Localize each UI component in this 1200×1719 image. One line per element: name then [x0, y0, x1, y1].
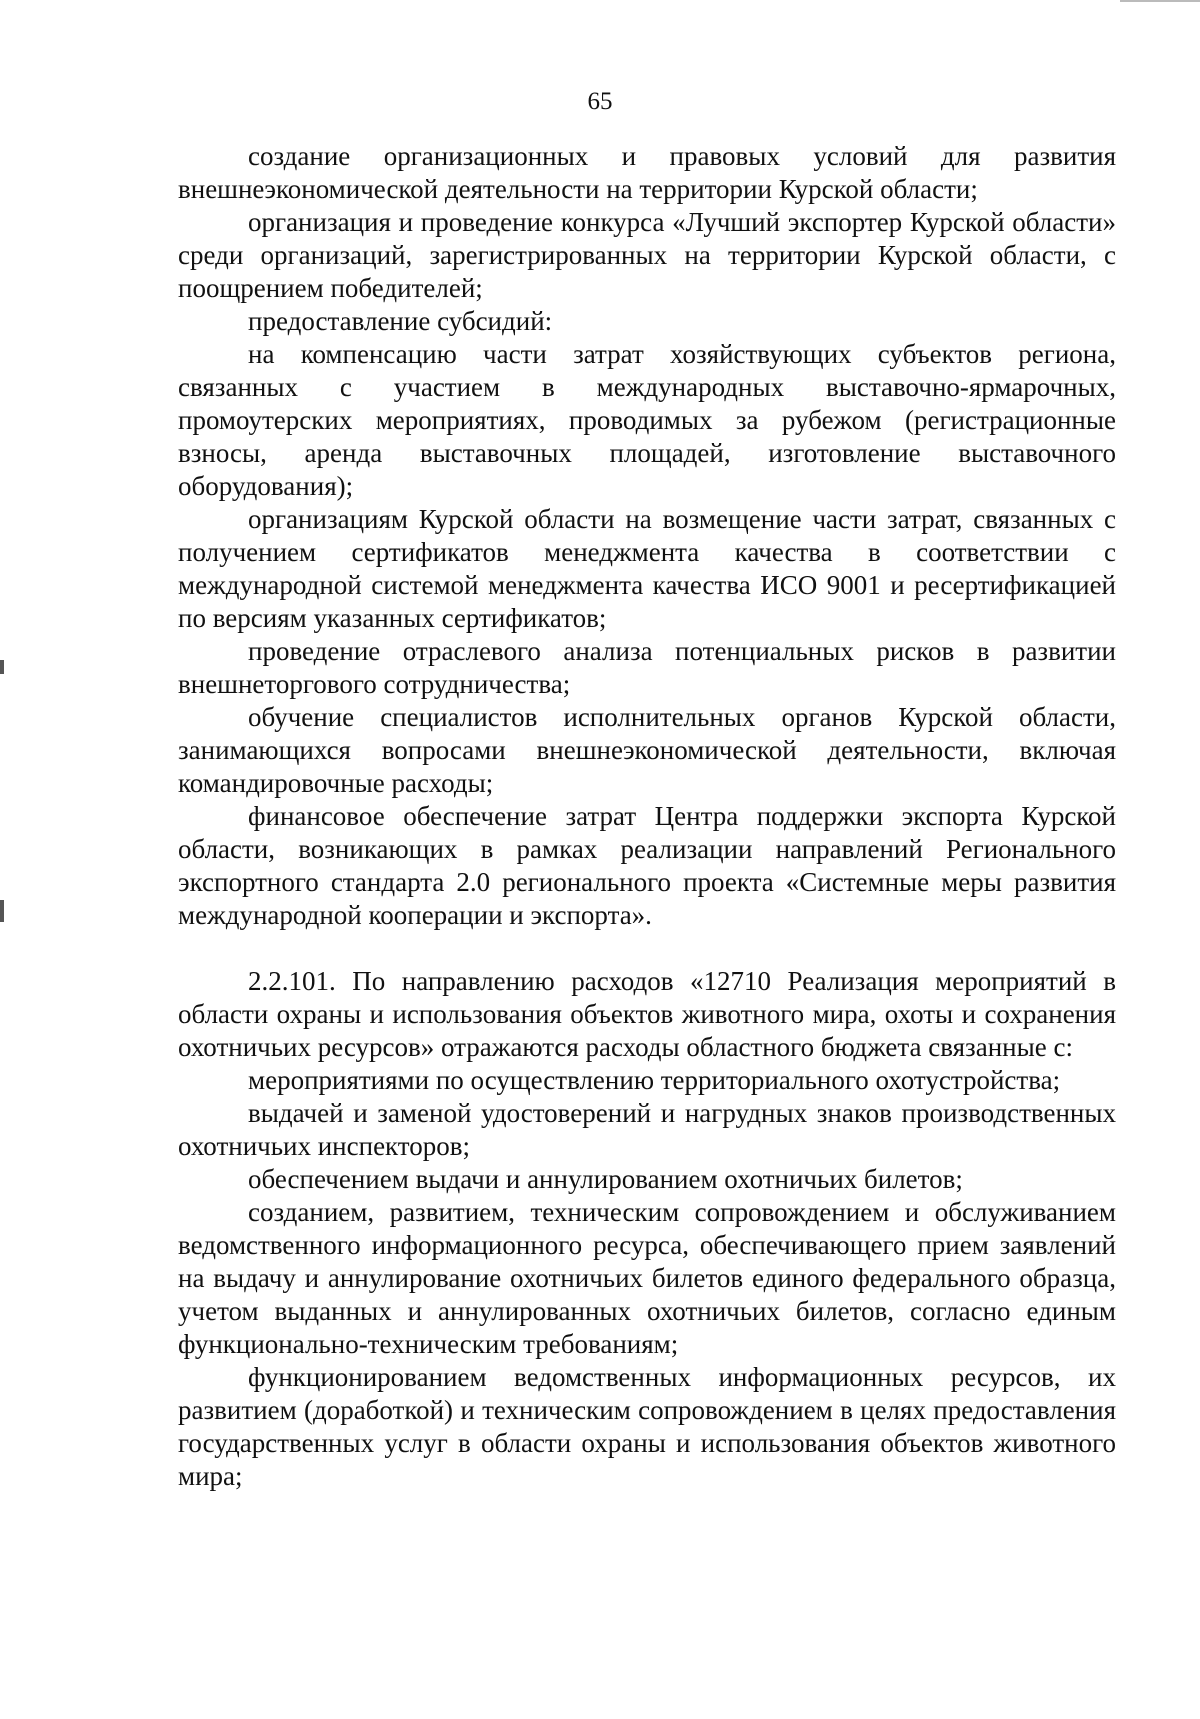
page-number: 65: [587, 88, 613, 115]
section-item: выдачей и заменой удостоверений и нагрудных знаков производственных охотничьих инспекторов;: [178, 1098, 1116, 1161]
paragraph: создание организационных и правовых условий для развития внешнеэкономической деятельности на территории Курской области;: [178, 141, 1116, 204]
section-item: функционированием ведомственных информационных ресурсов, их развитием (доработкой) и техническим сопровождением в целях предоставления государственных услуг в области охраны и использования объектов животного мира;: [178, 1362, 1116, 1491]
paragraph: финансовое обеспечение затрат Центра поддержки экспорта Курской области, возникающих в рамках реализации направлений Регионального экспортного стандарта 2.0 регионального проекта «Системные меры развития международной кооперации и экспорта».: [178, 801, 1116, 930]
section-heading-paragraph: 2.2.101. По направлению расходов «12710 Реализация мероприятий в области охраны и использования объектов животного мира, охоты и сохранения охотничьих ресурсов» отражаются расходы областного бюджета связанные с:: [178, 966, 1116, 1062]
paragraph: обучение специалистов исполнительных органов Курской области, занимающихся вопросами внешнеэкономической деятельности, включая командировочные расходы;: [178, 702, 1116, 798]
scan-edge-mark: [0, 900, 4, 922]
section-item: обеспечением выдачи и аннулированием охотничьих билетов;: [248, 1164, 963, 1194]
scan-edge-mark: [0, 660, 4, 674]
paragraph: на компенсацию части затрат хозяйствующих субъектов региона, связанных с участием в международных выставочно-ярмарочных, промоутерских мероприятиях, проводимых за рубежом (регистрационные взносы, аренда выставочных площадей, изготовление выставочного оборудования);: [178, 339, 1116, 501]
scan-corner-mark: [1120, 0, 1200, 2]
section-item: мероприятиями по осуществлению территориального охотустройства;: [248, 1065, 1061, 1095]
paragraph: предоставление субсидий:: [248, 306, 553, 336]
section-item: созданием, развитием, техническим сопровождением и обслуживанием ведомственного информационного ресурса, обеспечивающего прием заявлений на выдачу и аннулирование охотничьих билетов единого федерального образца, учетом выданных и аннулированных охотничьих билетов, согласно единым функционально-техническим требованиям;: [178, 1197, 1116, 1359]
document-body: [178, 140, 1116, 1493]
paragraph: организация и проведение конкурса «Лучший экспортер Курской области» среди организаций, зарегистрированных на территории Курской области, с поощрением победителей;: [178, 207, 1116, 303]
section-2-2-101: [178, 965, 1116, 1493]
paragraph: проведение отраслевого анализа потенциальных рисков в развитии внешнеторгового сотрудничества;: [178, 636, 1116, 699]
paragraph: организациям Курской области на возмещение части затрат, связанных с получением сертификатов менеджмента качества в соответствии с международной системой менеджмента качества ИСО 9001 и ресертификацией по версиям указанных сертификатов;: [178, 504, 1116, 633]
